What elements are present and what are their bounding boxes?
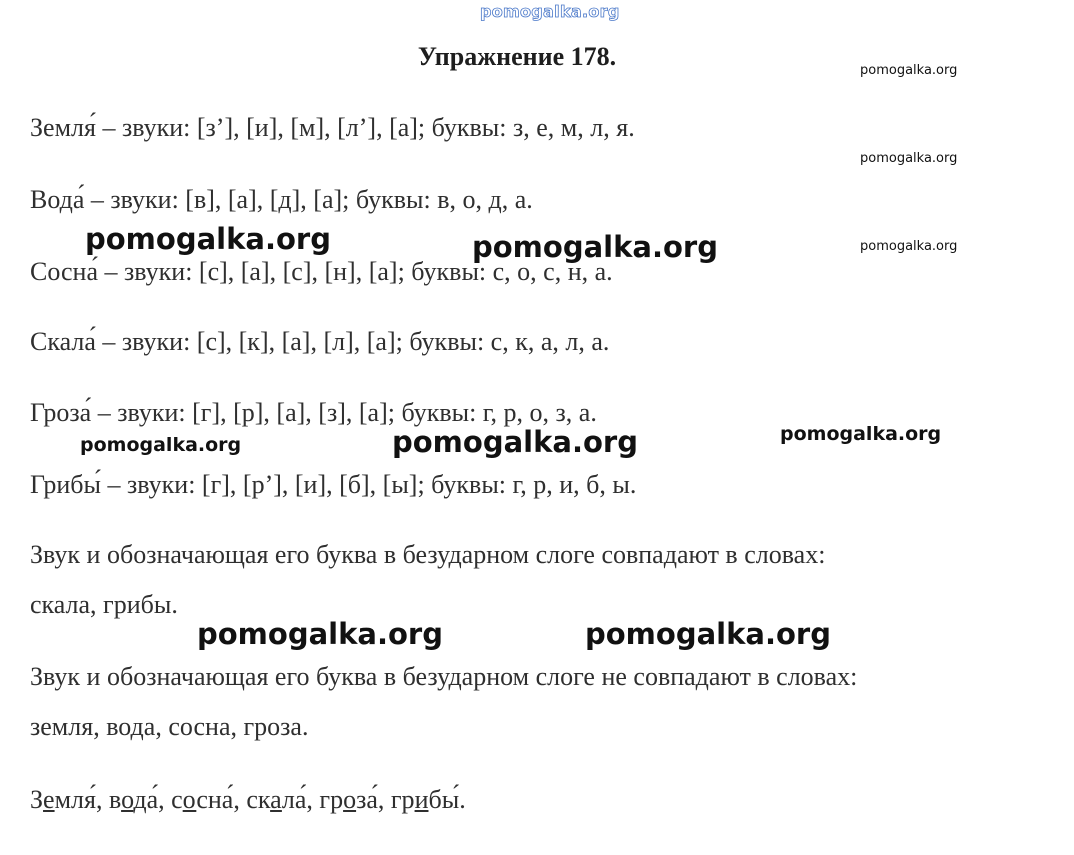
watermark: pomogalka.org [860,239,958,254]
text-line: земля, вода, сосна, гроза. [30,712,309,741]
text-line: Скала́ – звуки: [с], [к], [а], [л], [а]; буквы: с, к, а, л, а. [30,327,610,356]
underlined-vowel: е [43,785,55,814]
watermark: pomogalka.org [780,423,942,445]
text-line: Вода́ – звуки: [в], [а], [д], [а]; буквы: в, о, д, а. [30,185,533,214]
underlined-vowel: а [270,785,282,814]
underlined-vowel: и [414,785,429,814]
text-line: Звук и обозначающая его буква в безударном слоге не совпадают в словах: [30,662,858,691]
stressed-word: вода́ [108,785,159,814]
text-line: Грибы́ – звуки: [г], [р’], [и], [б], [ы]; буквы: г, р, и, б, ы. [30,470,637,499]
watermark: pomogalka.org [197,617,443,651]
text-line: Земля́ – звуки: [з’], [и], [м], [л’], [а]; буквы: з, е, м, л, я. [30,113,635,142]
final-line-stressed-words: Земля́, вода́, сосна́, скала́, гроза́, грибы́. [30,785,466,814]
stressed-word: скала́ [246,785,307,814]
watermark: pomogalka.org [392,425,638,459]
exercise-title: Упражнение 178. [417,42,617,71]
watermark: pomogalka.org [585,617,831,651]
watermark-top: pomogalka.org [480,2,620,21]
watermark: pomogalka.org [472,230,718,264]
underlined-vowel: о [343,785,357,814]
text-line: Сосна́ – звуки: [с], [а], [с], [н], [а]; буквы: с, о, с, н, а. [30,257,613,286]
stressed-word: Земля́ [30,785,96,814]
watermark: pomogalka.org [860,63,958,78]
stressed-word: грибы́ [390,785,460,814]
watermark: pomogalka.org [860,151,958,166]
text-line: скала, грибы. [30,590,178,619]
text-line: Звук и обозначающая его буква в безударном слоге совпадают в словах: [30,540,826,569]
stressed-word: сосна́ [171,785,234,814]
stressed-word: гроза́ [319,785,378,814]
watermark: pomogalka.org [80,434,242,456]
text-line: Гроза́ – звуки: [г], [р], [а], [з], [а]; буквы: г, р, о, з, а. [30,398,597,427]
watermark: pomogalka.org [85,222,331,256]
underlined-vowel: о [182,785,197,814]
underlined-vowel: о [121,785,134,814]
